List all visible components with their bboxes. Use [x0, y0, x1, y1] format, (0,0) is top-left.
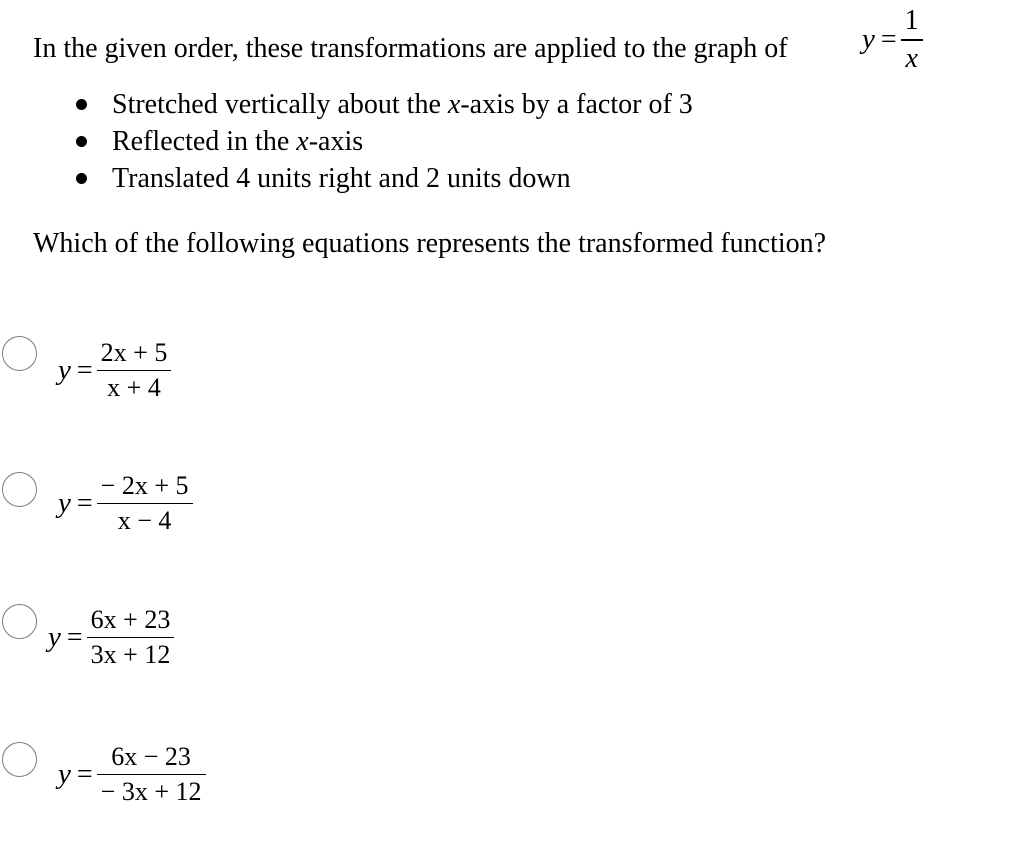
- fraction: [97, 742, 206, 807]
- bullet-icon: [76, 99, 87, 110]
- equation-lhs: y: [58, 758, 71, 791]
- list-item: [72, 86, 693, 123]
- equals-sign: =: [76, 758, 93, 790]
- radio-button[interactable]: [2, 336, 37, 371]
- equals-sign: =: [76, 487, 93, 519]
- fraction: [87, 605, 175, 670]
- equation-lhs: y: [48, 621, 61, 654]
- question-intro: [33, 33, 788, 65]
- parent-function-equation: [862, 5, 923, 75]
- fraction-denominator: x: [905, 42, 918, 74]
- fraction-denominator: x + 4: [107, 373, 161, 403]
- fraction-numerator: 2x + 5: [100, 338, 168, 367]
- bullet-text-end: -axis by a factor of 3: [460, 89, 693, 120]
- list-item: [72, 160, 693, 197]
- fraction-denominator: x − 4: [117, 506, 172, 536]
- answer-equation-1: [58, 338, 171, 403]
- bullet-variable: x: [447, 89, 461, 120]
- equation-lhs: y: [58, 354, 71, 387]
- answer-equation-2: [58, 471, 193, 536]
- intro-text: In the given order, these transformations are applied to the graph of: [33, 33, 788, 64]
- fraction: [901, 5, 923, 75]
- bullet-icon: [76, 136, 87, 147]
- equation-lhs: y: [862, 23, 875, 56]
- fraction: [97, 471, 193, 536]
- bullet-text: Translated 4 units right and 2 units down: [112, 163, 571, 194]
- fraction-numerator: 6x + 23: [90, 605, 171, 634]
- radio-button[interactable]: [2, 742, 37, 777]
- bullet-variable: x: [296, 126, 309, 157]
- answer-equation-3: [48, 605, 174, 670]
- fraction-numerator: 1: [904, 5, 919, 36]
- radio-button[interactable]: [2, 604, 37, 639]
- list-item: [72, 123, 693, 160]
- answer-equation-4: [58, 742, 206, 807]
- radio-button[interactable]: [2, 472, 37, 507]
- bullet-text-end: -axis: [308, 126, 364, 157]
- equals-sign: =: [66, 621, 83, 653]
- question-prompt: Which of the following equations represents the transformed function?: [33, 228, 827, 259]
- bullet-text: Reflected in the: [112, 126, 297, 157]
- fraction: [97, 338, 172, 403]
- bullet-icon: [76, 173, 87, 184]
- transformation-list: [72, 86, 693, 197]
- equals-sign: =: [880, 23, 897, 55]
- fraction-numerator: 6x − 23: [111, 742, 191, 771]
- fraction-numerator: − 2x + 5: [100, 471, 189, 500]
- equals-sign: =: [76, 354, 93, 386]
- bullet-text: Stretched vertically about the: [112, 89, 448, 120]
- fraction-denominator: − 3x + 12: [100, 777, 202, 807]
- fraction-denominator: 3x + 12: [90, 640, 171, 670]
- equation-lhs: y: [58, 487, 71, 520]
